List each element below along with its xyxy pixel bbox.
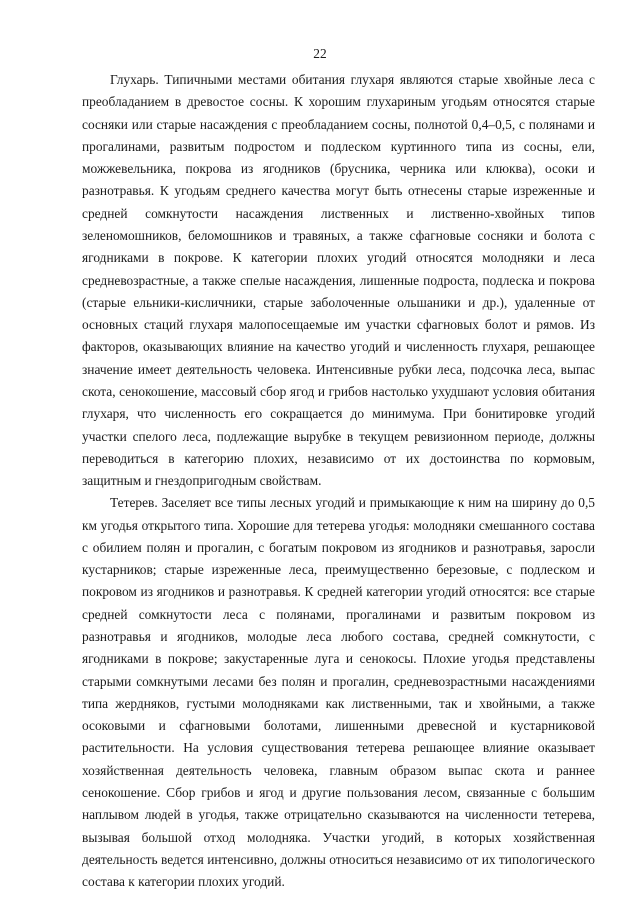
page-number: 22 bbox=[313, 46, 327, 61]
paragraph-capercaillie: Глухарь. Типичными местами обитания глухаря являются старые хвойные леса с преобладанием в древостое сосны. К хорошим глухариным угодьям относятся старые сосняки или старые насаждения с преобладанием сосны, полнотой 0,4–0,5, с полянами и прогалинами, развитым подростом и подлеском куртинного типа из сосны, ели, можжевельника, покрова из ягодников (брусника, черника или клюква), осоки и разнотравья. К угодьям среднего качества могут быть отнесены старые изреженные и средней сомкнутости насаждения лиственных и лиственно-хвойных типов зеленомошников, беломошников и травяных, а также сфагновые сосняки и болота с ягодниками в покрове. К категории плохих угодий относятся молодняки и леса средневозрастные, а также спелые насаждения, лишенные подроста, подлеска и покрова (старые ельники-кисличники, старые заболоченные ольшаники и др.), удаленные от основных стаций глухаря малопосещаемые им участки сфагновых болот и рямов. Из факторов, оказывающих влияние на качество угодий и численность глухаря, решающее значение имеет деятельность человека. Интенсивные рубки леса, подсочка леса, выпас скота, сенокошение, массовый сбор ягод и грибов настолько ухудшают условия обитания глухаря, что численность его сокращается до минимума. При бонитировке угодий участки спелого леса, подлежащие вырубке в текущем ревизионном периоде, должны переводиться в категорию плохих, независимо от их достоинства по кормовым, защитным и гнездопригодным свойствам. bbox=[82, 72, 595, 489]
text-body bbox=[82, 69, 595, 893]
paragraph-black-grouse: Тетерев. Заселяет все типы лесных угодий и примыкающие к ним на ширину до 0,5 км угодья открытого типа. Хорошие для тетерева угодья: молодняки смешанного состава с обилием полян и прогалин, с богатым покровом из ягодников и разнотравья, заросли кустарников; старые изреженные леса, преимущественно березовые, с подлеском и покровом из ягодников и разнотравья. К средней категории угодий относятся: все старые средней сомкнутости леса с полянами, прогалинами и развитым покровом из разнотравья и ягодников, молодые леса любого состава, средней сомкнутости, с ягодниками в покрове; закустаренные луга и сенокосы. Плохие угодья представлены старыми сомкнутыми лесами без полян и прогалин, средневозрастными насаждениями типа жердняков, густыми молодняками как лиственными, так и хвойными, а также осоковыми и сфагновыми болотами, лишенными древесной и кустарниковой растительности. На условия существования тетерева решающее влияние оказывает хозяйственная деятельность человека, главным образом выпас скота и раннее сенокошение. Сбор грибов и ягод и другие пользования лесом, связанные с большим наплывом людей в угодья, также отрицательно сказываются на численности тетерева, вызывая большой отход молодняка. Участки угодий, в которых хозяйственная деятельность ведется интенсивно, должны относиться независимо от их типологического состава к категории плохих угодий. bbox=[82, 495, 595, 890]
